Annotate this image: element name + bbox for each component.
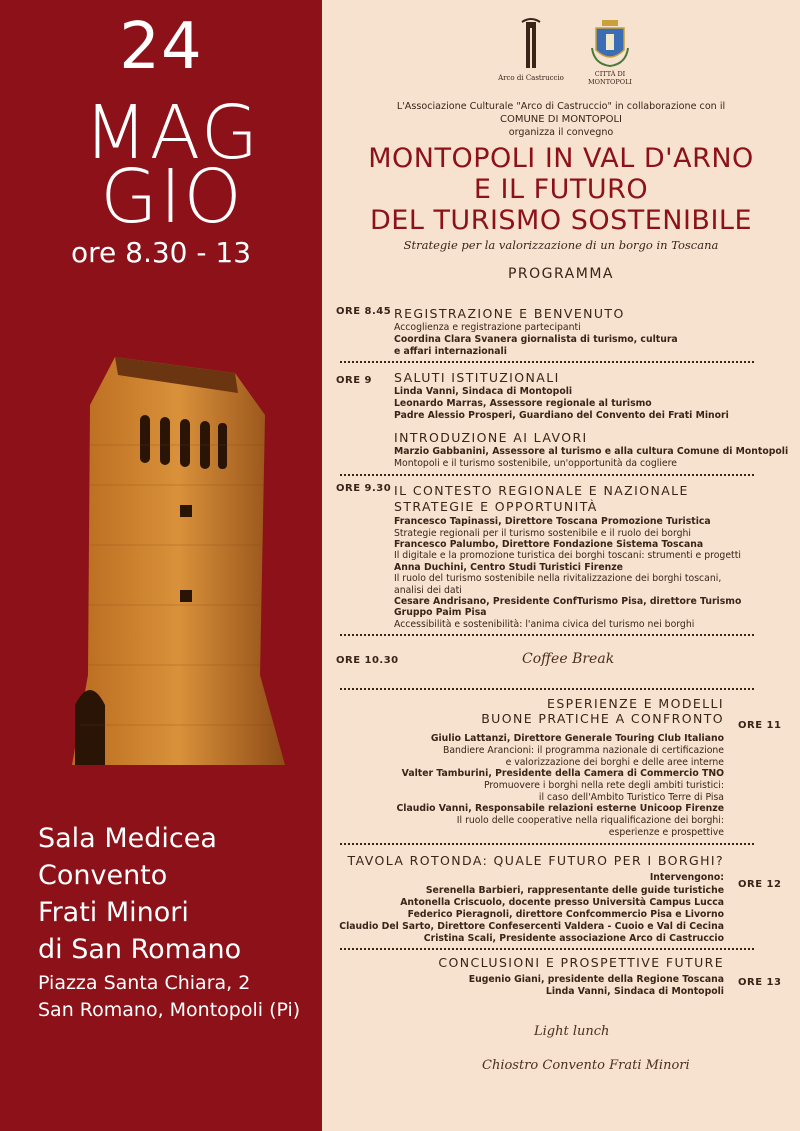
text-line: Antonella Criscuolo, docente presso Università Campus Lucca <box>400 897 724 908</box>
text-line: Gruppo Paim Pisa <box>394 607 487 618</box>
divider <box>340 634 754 636</box>
section-title: ESPERIENZE E MODELLI <box>547 696 724 711</box>
intro-organizer: COMUNE DI MONTOPOLI <box>500 114 622 125</box>
comune-label-line: MONTOPOLI <box>588 78 632 86</box>
section-title: SALUTI ISTITUZIONALI <box>394 370 560 385</box>
text-line: Intervengono: <box>649 872 724 883</box>
section-title: REGISTRAZIONE E BENVENUTO <box>394 306 625 321</box>
text-line: Cristina Scali, Presidente associazione Arco di Castruccio <box>423 933 724 944</box>
text-line: Eugenio Giani, presidente della Regione Toscana <box>468 974 724 985</box>
section-title: IL CONTESTO REGIONALE E NAZIONALE <box>394 483 689 498</box>
program-heading: PROGRAMMA <box>507 266 614 282</box>
event-subtitle: Strategie per la valorizzazione di un borgo in Toscana <box>403 238 719 252</box>
text-line: Leonardo Marras, Assessore regionale al turismo <box>394 398 652 409</box>
time-label: ORE 9.30 <box>336 483 392 494</box>
divider <box>340 474 754 476</box>
time-label: ORE 10.30 <box>336 655 399 666</box>
text-line: Claudio Del Sarto, Direttore Confesercenti Valdera - Cuoio e Val di Cecina <box>339 921 724 932</box>
address-line: San Romano, Montopoli (Pi) <box>38 999 301 1021</box>
text-line: Linda Vanni, Sindaca di Montopoli <box>545 986 724 997</box>
venue <box>38 820 241 968</box>
text-line: Coordina Clara Svanera giornalista di turismo, cultura <box>394 334 678 345</box>
section-title: BUONE PRATICHE A CONFRONTO <box>481 711 724 726</box>
event-title-line3: DEL TURISMO SOSTENIBILE <box>369 205 753 236</box>
event-day: 24 <box>119 10 203 84</box>
address <box>38 970 300 1024</box>
event-hours: ore 8.30 - 13 <box>70 236 252 269</box>
text-line: Strategie regionali per il turismo sostenibile e il ruolo dei borghi <box>394 528 691 539</box>
left-panel <box>0 0 322 1131</box>
time-label: ORE 9 <box>336 375 372 386</box>
coffee-break: Coffee Break <box>522 651 615 667</box>
event-month-line2: GIO <box>100 154 244 240</box>
tower-image <box>60 345 300 775</box>
divider <box>340 361 754 363</box>
time-label: ORE 8.45 <box>336 306 392 317</box>
text-line: Serenella Barbieri, rappresentante delle guide turistiche <box>425 885 724 896</box>
arco-logo <box>497 19 564 82</box>
text-line: e valorizzazione dei borghi e delle aree interne <box>505 757 724 768</box>
text-line: Marzio Gabbanini, Assessore al turismo e alla cultura Comune di Montopoli <box>394 446 789 457</box>
arco-logo-text: Arco di Castruccio <box>498 74 564 82</box>
text-line: Accessibilità e sostenibilità: l'anima civica del turismo nei borghi <box>394 619 695 630</box>
text-line: Francesco Palumbo, Direttore Fondazione Sistema Toscana <box>394 539 704 550</box>
intro-line: L'Associazione Culturale "Arco di Castruccio" in collaborazione con il <box>396 101 726 112</box>
text-line: Anna Duchini, Centro Studi Turistici Firenze <box>394 562 623 573</box>
divider <box>340 688 754 690</box>
venue-line: Sala Medicea <box>38 823 217 854</box>
text-line: Giulio Lattanzi, Direttore Generale Touring Club Italiano <box>430 733 724 744</box>
text-line: Montopoli e il turismo sostenibile, un'opportunità da cogliere <box>394 458 677 469</box>
text-line: il caso dell'Ambito Turistico Terre di Pisa <box>538 792 724 803</box>
text-line: Linda Vanni, Sindaca di Montopoli <box>394 386 573 397</box>
text-line: Federico Pieragnoli, direttore Confcommercio Pisa e Livorno <box>407 909 724 920</box>
divider <box>340 843 754 845</box>
lunch-location: Chiostro Convento Frati Minori <box>482 1058 690 1073</box>
comune-crest <box>588 20 632 86</box>
event-title-line1: MONTOPOLI IN VAL D'ARNO <box>368 143 754 174</box>
logos <box>498 18 652 88</box>
text-line: Promuovere i borghi nella rete degli ambiti turistici: <box>483 780 724 791</box>
venue-line: Frati Minori <box>38 897 189 928</box>
intro-line: organizza il convegno <box>508 127 614 138</box>
venue-line: Convento <box>38 860 168 891</box>
program-panel <box>322 0 800 1131</box>
text-line: Cesare Andrisano, Presidente ConfTurismo Pisa, direttore Turismo <box>394 596 742 607</box>
event-title-line2: E IL FUTURO <box>473 174 649 205</box>
text-line: analisi dei dati <box>394 585 462 596</box>
text-line: Padre Alessio Prosperi, Guardiano del Convento dei Frati Minori <box>394 410 729 421</box>
text-line: Il digitale e la promozione turistica dei borghi toscani: strumenti e progetti <box>394 550 741 561</box>
text-line: Francesco Tapinassi, Direttore Toscana Promozione Turistica <box>394 516 711 527</box>
address-line: Piazza Santa Chiara, 2 <box>38 972 251 994</box>
time-label: ORE 11 <box>738 720 782 731</box>
text-line: Il ruolo del turismo sostenibile nella rivitalizzazione dei borghi toscani, <box>394 573 722 584</box>
text-line: Il ruolo delle cooperative nella riqualificazione dei borghi: <box>456 815 724 826</box>
text-line: e affari internazionali <box>394 346 507 357</box>
time-label: ORE 13 <box>738 977 782 988</box>
text-line: Bandiere Arancioni: il programma nazionale di certificazione <box>442 745 724 756</box>
text-line: Valter Tamburini, Presidente della Camera di Commercio TNO <box>401 768 724 779</box>
section-title: TAVOLA ROTONDA: QUALE FUTURO PER I BORGHI? <box>347 853 724 868</box>
time-label: ORE 12 <box>738 879 782 890</box>
text-line: Accoglienza e registrazione partecipanti <box>394 322 581 333</box>
event-month-line1: MAG <box>83 90 261 176</box>
section-title: INTRODUZIONE AI LAVORI <box>394 430 588 445</box>
divider <box>340 948 754 950</box>
light-lunch: Light lunch <box>534 1024 610 1039</box>
text-line: Claudio Vanni, Responsabile relazioni esterne Unicoop Firenze <box>396 803 724 814</box>
comune-label-line: CITTÀ DI <box>594 70 626 78</box>
section-title: CONCLUSIONI E PROSPETTIVE FUTURE <box>438 955 724 970</box>
venue-line: di San Romano <box>38 934 242 965</box>
section-title: STRATEGIE E OPPORTUNITÀ <box>394 499 598 514</box>
text-line: esperienze e prospettive <box>608 827 724 838</box>
